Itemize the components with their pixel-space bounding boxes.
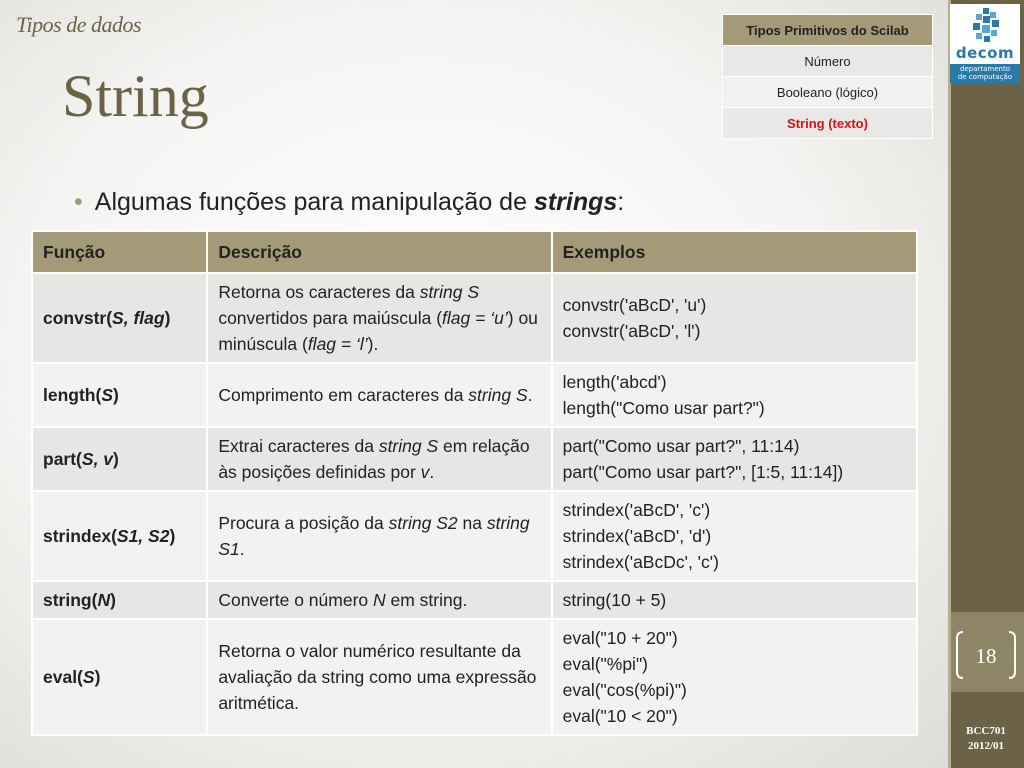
- example-line: string(10 + 5): [562, 590, 667, 610]
- logo-subtitle: [950, 64, 1020, 83]
- bullet-item: [74, 188, 624, 217]
- description-segment: flag = ‘l’: [307, 334, 368, 354]
- function-name: length(: [43, 385, 102, 405]
- function-close: ): [113, 385, 119, 405]
- description-cell: [207, 619, 551, 735]
- function-args: S: [101, 385, 114, 405]
- description-cell: [207, 581, 551, 619]
- logo-subtitle-line1: departamento: [960, 65, 1010, 73]
- examples-cell: [552, 363, 917, 427]
- table-header-row: [32, 231, 917, 273]
- description-segment: ) ou minúscula (: [218, 308, 538, 354]
- function-args: N: [97, 590, 111, 610]
- function-name: strindex(: [43, 526, 117, 546]
- example-line: length("Como usar part?"): [562, 398, 765, 418]
- function-name: part(: [43, 449, 82, 469]
- description-segment: string S: [378, 436, 439, 456]
- description-segment: .: [239, 539, 245, 559]
- description-segment: ‘u’: [490, 308, 508, 328]
- function-cell: [32, 427, 207, 491]
- examples-cell: [552, 619, 917, 735]
- decom-logo: [950, 4, 1020, 82]
- function-name: string(: [43, 590, 98, 610]
- examples-cell: [552, 273, 917, 363]
- bullet-text: Algumas funções para manipulação de: [94, 188, 534, 216]
- sidebar-edge: [948, 0, 951, 768]
- function-cell: [32, 491, 207, 581]
- function-args: S, v: [81, 449, 114, 469]
- course-info: [948, 724, 1024, 754]
- table-row: [32, 581, 917, 619]
- description-segment: convertidos para maiúscula (: [218, 308, 443, 328]
- examples-cell: [552, 427, 917, 491]
- function-args: S: [82, 667, 95, 687]
- description-segment: na: [457, 513, 487, 533]
- example-line: convstr('aBcD', 'u'): [562, 295, 707, 315]
- example-line: convstr('aBcD', 'l'): [562, 321, 701, 341]
- logo-subtitle-line2: de computação: [957, 73, 1013, 81]
- logo-word: decom: [955, 44, 1015, 62]
- table-row: [32, 427, 917, 491]
- legend-header: Tipos Primitivos do Scilab: [723, 15, 933, 46]
- example-line: strindex('aBcDc', 'c'): [562, 552, 719, 572]
- function-close: ): [113, 449, 119, 469]
- function-close: ): [94, 667, 101, 687]
- table-row: [32, 619, 917, 735]
- function-cell: [32, 363, 207, 427]
- example-line: part("Como usar part?", 11:14): [562, 436, 800, 456]
- description-segment: flag =: [442, 308, 486, 328]
- description-segment: .: [429, 462, 435, 482]
- column-header-funcao: Função: [32, 231, 207, 273]
- example-line: length('abcd'): [562, 372, 667, 392]
- description-segment: N: [373, 590, 386, 610]
- column-header-exemplos: Exemplos: [552, 231, 917, 273]
- function-args: S1, S2: [116, 526, 170, 546]
- description-segment: Retorna o valor numérico resultante da avaliação da string como uma expressão aritmética.: [218, 641, 537, 713]
- description-cell: [207, 363, 551, 427]
- function-close: ): [169, 526, 176, 546]
- table-row: [32, 363, 917, 427]
- function-close: ): [110, 590, 116, 610]
- function-cell: [32, 273, 207, 363]
- bullet-colon: :: [617, 188, 625, 216]
- function-args: S, flag: [112, 308, 165, 328]
- function-name: eval(: [43, 667, 83, 687]
- page-title: String: [62, 63, 209, 129]
- legend-item-booleano: Booleano (lógico): [723, 77, 933, 108]
- course-code: BCC701: [966, 725, 1006, 737]
- description-segment: em relação às posições definidas por: [218, 436, 530, 482]
- string-functions-table: [31, 230, 918, 736]
- description-segment: Extrai caracteres da: [218, 436, 379, 456]
- description-segment: Procura a posição da: [218, 513, 389, 533]
- description-cell: [207, 427, 551, 491]
- bullet-icon: •: [74, 188, 83, 216]
- example-line: eval("10 < 20"): [562, 706, 678, 726]
- description-segment: Comprimento em caracteres da: [218, 385, 469, 405]
- description-segment: .: [527, 385, 533, 405]
- description-segment: Converte o número: [218, 590, 373, 610]
- description-segment: ).: [367, 334, 379, 354]
- description-segment: string S2: [388, 513, 458, 533]
- examples-cell: [552, 581, 917, 619]
- table-row: [32, 491, 917, 581]
- examples-cell: [552, 491, 917, 581]
- description-segment: string S1: [218, 513, 530, 559]
- function-name: convstr(: [43, 308, 113, 328]
- example-line: eval("%pi"): [562, 654, 648, 674]
- table-body: [32, 273, 917, 735]
- example-line: strindex('aBcD', 'c'): [562, 500, 711, 520]
- primitive-types-legend: [722, 14, 933, 139]
- course-semester: 2012/01: [967, 740, 1005, 752]
- description-cell: [207, 273, 551, 363]
- function-cell: [32, 581, 207, 619]
- bullet-emphasis: strings: [533, 188, 618, 216]
- description-segment: em string.: [385, 590, 468, 610]
- function-cell: [32, 619, 207, 735]
- description-segment: string S: [468, 385, 528, 405]
- example-line: eval("cos(%pi)"): [562, 680, 687, 700]
- legend-item-string: String (texto): [723, 108, 933, 139]
- description-segment: Retorna os caracteres da: [218, 282, 420, 302]
- example-line: part("Como usar part?", [1:5, 11:14]): [562, 462, 844, 482]
- page-number: 18: [975, 644, 997, 668]
- section-title: Tipos de dados: [16, 12, 142, 37]
- description-segment: string S: [419, 282, 480, 302]
- table-row: [32, 273, 917, 363]
- decom-logo-icon: [972, 8, 1000, 44]
- function-close: ): [164, 308, 171, 328]
- legend-item-numero: Número: [723, 46, 933, 77]
- example-line: strindex('aBcD', 'd'): [562, 526, 712, 546]
- example-line: eval("10 + 20"): [562, 628, 678, 648]
- description-cell: [207, 491, 551, 581]
- column-header-descricao: Descrição: [207, 231, 551, 273]
- description-segment: v: [420, 462, 430, 482]
